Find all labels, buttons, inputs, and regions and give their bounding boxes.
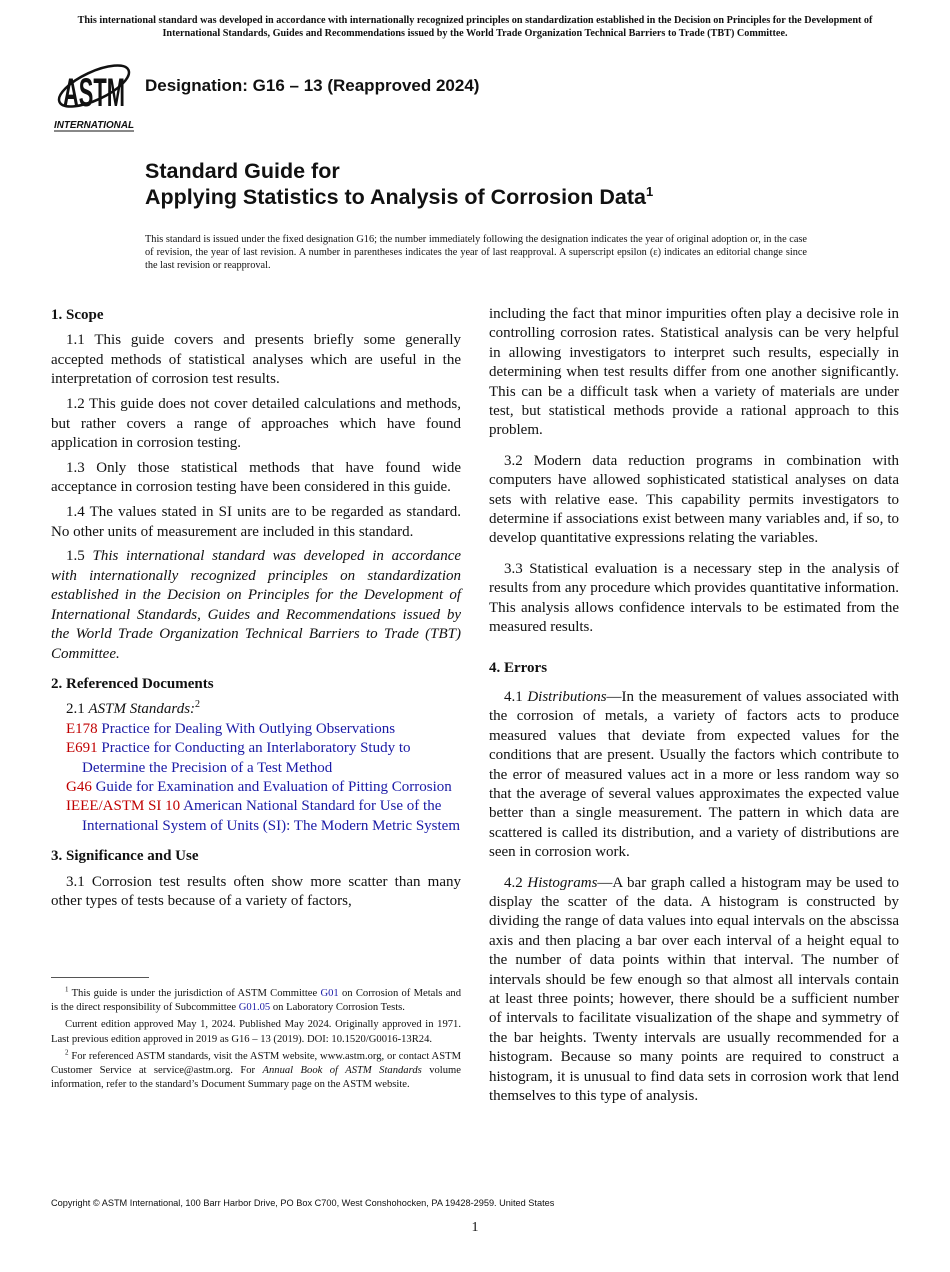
paragraph-continuation: including the fact that minor impurities often play a decisive role in controlling corrosion rates. Statistical analysis can be very helpful in allowing investigators to interpret such results, especially in determining when test results differ from one another significantly. This can be a difficult task when a variety of materials are under test, but statistical methods provide a rational approach to this problem.: [489, 306, 899, 439]
svg-text:ASTM: ASTM: [63, 71, 125, 115]
reference-item[interactable]: IEEE/ASTM SI 10 American National Standard for Use of the International System of Units (SI): The Modern Metric System: [66, 798, 460, 834]
reference-item[interactable]: E691 Practice for Conducting an Interlaboratory Study to Determine the Precision of a Test Method: [66, 740, 411, 776]
issuance-note: This standard is issued under the fixed designation G16; the number immediately following the designation indicates the year of original adoption or, in the case of revision, the year of last revision. A number in parentheses indicates the year of last reapproval. A superscript epsilon (ε) indicates an editorial change since the last revision or reapproval.: [145, 234, 807, 271]
paragraph: 1.5 This international standard was developed in accordance with internationally recognized principles on standardization established in the Decision on Principles for the Development of International Standards, Guides and Recommendations issued by the World Trade Organization Technical Barriers to Trade (TBT) Committee.: [51, 548, 462, 662]
section-referenced-documents: [51, 675, 461, 836]
paragraph: 3.3 Statistical evaluation is a necessary step in the analysis of results from any procedure which provides quantitative information. This analysis allows confidence intervals to be estimated from the measured results.: [489, 560, 899, 636]
reference-item[interactable]: E178 Practice for Dealing With Outlying Observations: [66, 720, 396, 737]
section-errors: [489, 659, 899, 1107]
section-significance: [51, 847, 461, 911]
section-scope: [51, 306, 461, 664]
paragraph: 4.2 Histograms—A bar graph called a histogram may be used to display the scatter of the data. A histogram is constructed by dividing the range of data values into equal intervals on the abscissa axis and then placing a bar over each interval of a height equal to the number of data points within that interval. The number of intervals should be few enough so that almost all intervals contain at least three points; however, there should be a sufficient number of intervals to facilitate visualization of the shape and symmetry of the bar heights. Twenty intervals are usually recommended for a histogram. Because so many points are required to construct a histogram, it is unusual to find data sets in corrosion work that lend themselves to this type of analysis.: [489, 874, 900, 1105]
paragraph: 1.3 Only those statistical methods that have found wide acceptance in corrosion testing have been considered in this guide.: [51, 459, 461, 496]
footnote-1: $^1$ This guide is under the jurisdiction of ASTM Committee G01 on Corrosion of Metals and is the direct responsibility of Subcommittee G01.05 on Laboratory Corrosion Tests.: [51, 985, 461, 1014]
paragraph: 3.1 Corrosion test results often show more scatter than many other types of tests because of a variety of factors,: [51, 873, 461, 909]
paragraph: 1.2 This guide does not cover detailed calculations and methods, but rather covers a range of approaches which have found application in corrosion testing.: [51, 396, 461, 451]
footnotes: [51, 987, 461, 1095]
right-column: [489, 305, 899, 1117]
edition-note: Current edition approved May 1, 2024. Published May 2024. Originally approved in 1971. Last previous edition approved in 2019 as G16 – 13 (2019). DOI: 10.1520/G0016-13R24.: [51, 1019, 461, 1045]
standard-notice: This international standard was developed in accordance with internationally recognized principles on standardization established in the Decision on Principles for the Development of International Standards, Guides and Recommendations issued by the World Trade Organization Technical Barriers to Trade (TBT) Committee.: [77, 15, 873, 39]
paragraph: 1.4 The values stated in SI units are to be regarded as standard. No other units of measurement are included in this standard.: [51, 504, 461, 540]
section-heading: 1. Scope: [51, 307, 104, 323]
paragraph: 3.2 Modern data reduction programs in combination with computers have allowed sophisticated statistical analyses on data sets with relative ease. This capability permits investigators to determine if associations exist between many variables and, if so, to develop quantitative expressions relating the variables.: [489, 452, 899, 547]
page-number: 1: [471, 1220, 479, 1235]
paragraph: 1.1 This guide covers and presents briefly some generally accepted methods of statistical analyses which are useful in the interpretation of corrosion test results.: [51, 332, 461, 388]
section-heading: 3. Significance and Use: [51, 848, 199, 865]
title-footnote-ref[interactable]: 1: [645, 183, 654, 199]
subcommittee-link[interactable]: G01.05: [238, 1002, 271, 1014]
section-heading: 2. Referenced Documents: [51, 675, 214, 692]
document-title: [145, 158, 653, 210]
copyright: Copyright © ASTM International, 100 Barr Harbor Drive, PO Box C700, West Conshohocken, PA 19428-2959. United States: [51, 1198, 555, 1208]
designation: Designation: G16 – 13 (Reapproved 2024): [145, 76, 480, 95]
title-line-2: Applying Statistics to Analysis of Corrosion Data: [145, 185, 646, 209]
committee-link[interactable]: G01: [320, 988, 339, 999]
footnote-2: $^2$ For referenced ASTM standards, visit the ASTM website, www.astm.org, or contact ASTM Customer Service at service@astm.org. For Annual Book of ASTM Standards volume information, refer to the standard’s Document Summary page on the ASTM website.: [51, 1048, 461, 1091]
section-heading: 4. Errors: [489, 659, 548, 676]
footnote-divider: [51, 977, 149, 978]
left-column: [51, 306, 461, 922]
astm-logo: [52, 54, 136, 132]
reference-item[interactable]: G46 Guide for Examination and Evaluation of Pitting Corrosion: [66, 778, 452, 795]
paragraph: 2.1 ASTM Standards:$^2$: [66, 699, 201, 718]
title-line-1: Standard Guide for: [145, 159, 340, 183]
paragraph: 4.1 Distributions—In the measurement of values associated with the corrosion of metals, a variety of factors acts to produce measured values that deviate from expected values for the conditions that are present. Usually the factors which contribute to the error of measured values act in a more or less random way so that the average of several values approximates the expected value better than a single measurement. The pattern in which data are scattered is called its distribution, and a variety of distributions are seen in corrosion work.: [489, 688, 899, 861]
svg-text:INTERNATIONAL: INTERNATIONAL: [54, 120, 134, 131]
